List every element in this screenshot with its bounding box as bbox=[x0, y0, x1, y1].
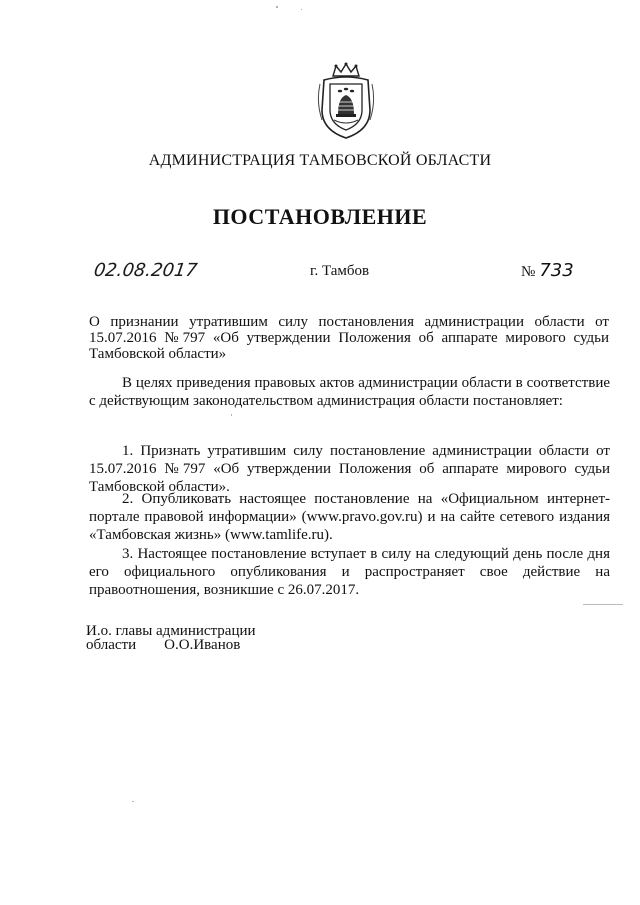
preamble-paragraph: В целях приведения правовых актов администрации области в соответствие с действующим законодательством администрация области постановляет: bbox=[89, 375, 610, 409]
scan-speck bbox=[231, 414, 232, 416]
signer-position-line1: И.о. главы администрации bbox=[86, 623, 256, 639]
signer-name: О.О.Иванов bbox=[164, 637, 241, 653]
scan-line bbox=[583, 604, 623, 605]
organization-name: АДМИНИСТРАЦИЯ ТАМБОВСКОЙ ОБЛАСТИ bbox=[148, 152, 492, 169]
number-value: 733 bbox=[539, 260, 574, 281]
item-paragraph-1: 1. Признать утратившим силу постановление администрации области от 15.07.2016 №797 «Об утверждении Положения об аппарате мирового судьи Тамбовской области». bbox=[89, 443, 610, 495]
document-subject: О признании утратившим силу постановления администрации области от 15.07.2016 №797 «Об утверждении Положения об аппарате мирового судьи Тамбовской области» bbox=[89, 314, 609, 362]
scan-speck bbox=[132, 801, 134, 802]
document-date: 02.08.2017 bbox=[92, 260, 199, 281]
item-paragraph-3: 3. Настоящее постановление вступает в силу на следующий день после дня его официального опубликования и распространяет свое действие на правоотношения, возникшие с 26.07.2017. bbox=[89, 546, 610, 598]
signature-block bbox=[86, 624, 256, 652]
coat-of-arms-icon bbox=[316, 62, 376, 140]
scan-speck bbox=[301, 9, 302, 10]
document-number bbox=[521, 260, 574, 281]
number-label: № bbox=[521, 264, 536, 280]
scan-speck bbox=[276, 6, 278, 8]
document-city: г. Тамбов bbox=[310, 263, 370, 279]
signer-position-line2: области bbox=[86, 637, 137, 653]
document-type-title: ПОСТАНОВЛЕНИЕ bbox=[212, 204, 428, 229]
item-paragraph-2: 2. Опубликовать настоящее постановление на «Официальном интернет-портале правовой информации» (www.pravo.gov.ru) и на сайте сетевого издания «Тамбовская жизнь» (www.tamlife.ru). bbox=[89, 491, 610, 543]
